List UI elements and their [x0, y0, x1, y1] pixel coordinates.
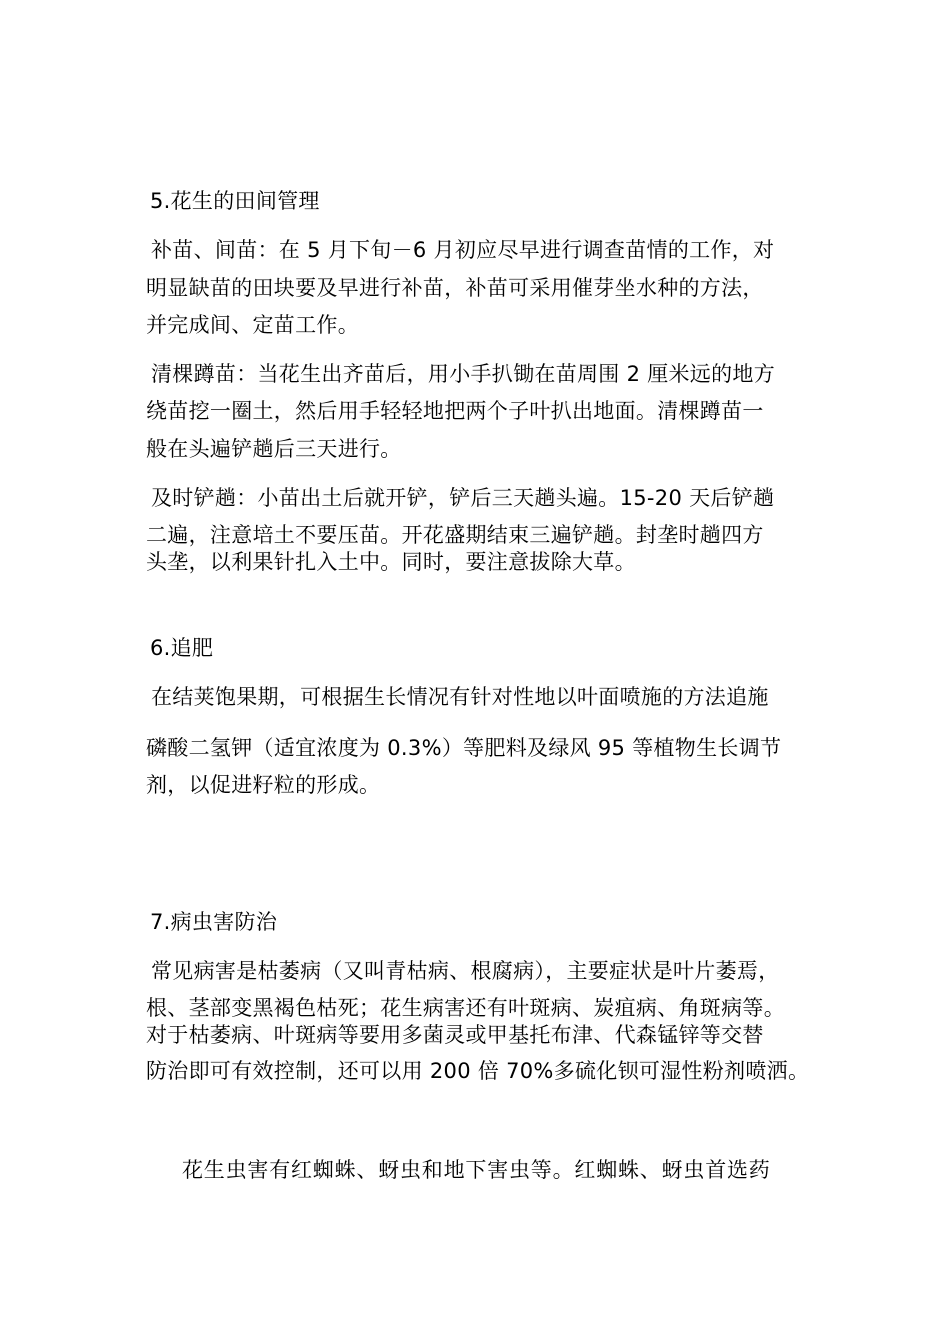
paragraph-line: 磷酸二氢钾（适宜浓度为 0.3%）等肥料及绿风 95 等植物生长调节 [146, 736, 782, 760]
paragraph-line: 头垄，以利果针扎入土中。同时，要注意拔除大草。 [146, 550, 636, 574]
paragraph-line: 明显缺苗的田块要及早进行补苗，补苗可采用催芽坐水种的方法， [146, 276, 764, 300]
paragraph-line: 并完成间、定苗工作。 [146, 313, 359, 337]
paragraph-line: 防治即可有效控制，还可以用 200 倍 70%多硫化钡可湿性粉剂喷洒。 [146, 1059, 810, 1083]
paragraph-line: 补苗、间苗：在 5 月下旬－6 月初应尽早进行调查苗情的工作，对 [151, 238, 775, 262]
paragraph-line: 在结荚饱果期，可根据生长情况有针对性地以叶面喷施的方法追施 [151, 685, 769, 709]
paragraph-line: 剂，以促进籽粒的形成。 [146, 773, 381, 797]
paragraph-line: 常见病害是枯萎病（又叫青枯病、根腐病），主要症状是叶片萎焉， [151, 959, 780, 983]
paragraph-line: 花生虫害有红蜘蛛、蚜虫和地下害虫等。红蜘蛛、蚜虫首选药 [182, 1158, 771, 1182]
paragraph-line: 清棵蹲苗：当花生出齐苗后，用小手扒锄在苗周围 2 厘米远的地方 [151, 362, 776, 386]
paragraph-line: 般在头遍铲趟后三天进行。 [146, 437, 402, 461]
paragraph-line: 及时铲趟：小苗出土后就开铲，铲后三天趟头遍。15-20 天后铲趟 [151, 486, 775, 510]
section-heading-field-management: 5.花生的田间管理 [150, 189, 320, 213]
paragraph-line: 对于枯萎病、叶斑病等要用多菌灵或甲基托布津、代森锰锌等交替 [146, 1023, 764, 1047]
section-heading-topdressing: 6.追肥 [150, 636, 214, 660]
section-heading-pest-control: 7.病虫害防治 [150, 910, 278, 934]
paragraph-line: 根、茎部变黑褐色枯死；花生病害还有叶斑病、炭疽病、角斑病等。 [146, 996, 785, 1020]
paragraph-line: 二遍，注意培土不要压苗。开花盛期结束三遍铲趟。封垄时趟四方 [146, 523, 764, 547]
paragraph-line: 绕苗挖一圈土，然后用手轻轻地把两个子叶扒出地面。清棵蹲苗一 [146, 399, 764, 423]
